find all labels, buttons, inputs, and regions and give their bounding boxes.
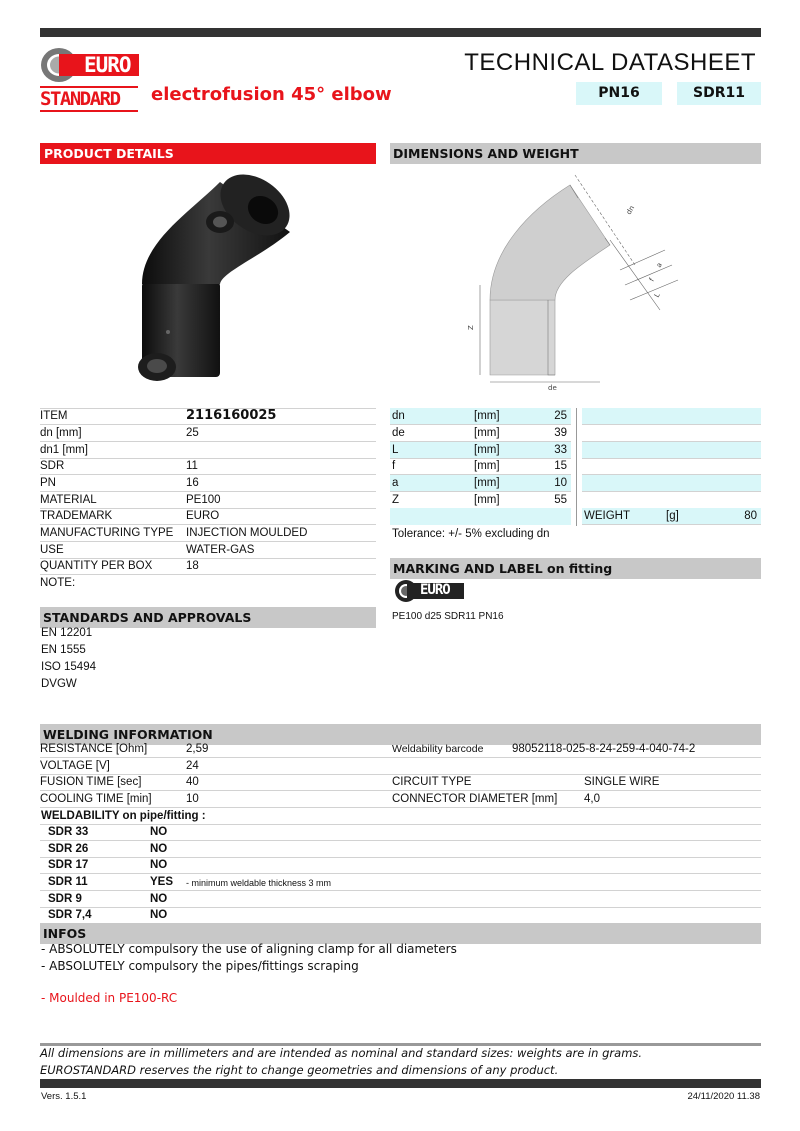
- weight-row: [582, 508, 761, 525]
- technical-drawing: [460, 170, 690, 395]
- badge-sdr: SDR11: [677, 82, 761, 105]
- table-row: SDR 11 YES - minimum weldable thickness 3 mm: [40, 874, 761, 891]
- page-title: TECHNICAL DATASHEET: [464, 49, 756, 76]
- table-row: [582, 408, 761, 425]
- section-dimensions-weight: DIMENSIONS AND WEIGHT: [390, 143, 761, 164]
- section-infos: INFOS: [40, 923, 761, 944]
- table-row: [390, 508, 571, 525]
- label-de: de: [548, 384, 557, 392]
- table-row: SDR 7,4 NO: [48, 909, 168, 921]
- table-row: de [mm] 39: [390, 425, 571, 442]
- label-a: a: [654, 261, 664, 269]
- date-label: 24/11/2020 11.38: [687, 1091, 760, 1102]
- table-row: [582, 425, 761, 442]
- weight-label: WEIGHT: [584, 509, 630, 522]
- infos-list: [41, 941, 457, 975]
- marking-logo-text: EURO: [420, 582, 450, 598]
- list-item: ISO 15494: [41, 661, 96, 673]
- table-row: PN 16: [40, 475, 376, 492]
- label-dn: dn: [624, 204, 637, 216]
- table-row: L [mm] 33: [390, 442, 571, 459]
- table-row: [582, 458, 761, 475]
- label-f: f: [647, 276, 656, 283]
- top-bar: [40, 28, 761, 37]
- section-product-details: PRODUCT DETAILS: [40, 143, 376, 164]
- label-l: L: [652, 291, 662, 299]
- section-welding: WELDING INFORMATION: [40, 724, 761, 745]
- table-row: a [mm] 10: [390, 475, 571, 492]
- table-row: SDR 17 NO: [40, 857, 761, 874]
- table-row: MATERIAL PE100: [40, 492, 376, 509]
- table-row: RESISTANCE [Ohm] 2,59 Weldability barcode 98052118-025-8-24-259-4-040-74-2: [40, 741, 761, 758]
- table-row: [582, 492, 761, 509]
- footer-note-1: All dimensions are in millimeters and are intended as nominal and standard sizes: weights are in grams.: [40, 1046, 643, 1060]
- table-row: f [mm] 15: [390, 458, 571, 475]
- footer-note-2: EUROSTANDARD reserves the right to change geometries and dimensions of any product.: [40, 1063, 559, 1077]
- table-row: SDR 11: [40, 458, 376, 475]
- marking-logo: [394, 578, 466, 604]
- list-item: - ABSOLUTELY compulsory the use of aligning clamp for all diameters: [41, 942, 457, 956]
- table-row: dn1 [mm]: [40, 442, 376, 459]
- list-item: EN 1555: [41, 644, 86, 656]
- table-row: SDR 26 NO: [40, 841, 761, 858]
- weight-value: 80: [744, 509, 757, 522]
- table-row: USE WATER-GAS: [40, 542, 376, 559]
- section-standards: STANDARDS AND APPROVALS: [40, 607, 376, 628]
- logo-standard-text: STANDARD: [40, 86, 138, 112]
- table-row: dn [mm] 25: [390, 408, 571, 425]
- table-row: SDR 33 NO: [40, 824, 761, 841]
- table-row: COOLING TIME [min] 10 CONNECTOR DIAMETER [mm] 4,0: [40, 791, 761, 808]
- table-row: ITEM 2116160025: [40, 408, 376, 425]
- badge-pn: PN16: [576, 82, 662, 105]
- weldability-title: WELDABILITY on pipe/fitting :: [40, 808, 761, 825]
- elbow-drawing-icon: [460, 170, 690, 395]
- table-row: [582, 442, 761, 459]
- product-name: electrofusion 45° elbow: [151, 84, 392, 105]
- label-z: Z: [467, 325, 475, 330]
- table-row: Z [mm] 55: [390, 492, 571, 509]
- table-row: NOTE:: [40, 577, 76, 590]
- table-row: TRADEMARK EURO: [40, 508, 376, 525]
- logo-euro-text: EURO: [84, 53, 131, 77]
- elbow-photo-icon: [130, 172, 300, 392]
- bottom-bar: [40, 1079, 761, 1088]
- product-photo: [130, 172, 300, 392]
- table-row: MANUFACTURING TYPE INJECTION MOULDED: [40, 525, 376, 542]
- table-row: SDR 9 NO: [40, 891, 761, 908]
- table-row: [582, 475, 761, 492]
- table-row: QUANTITY PER BOX 18: [40, 558, 376, 575]
- version-label: Vers. 1.5.1: [41, 1091, 87, 1102]
- list-item: DVGW: [41, 678, 77, 690]
- eurostandard-logo: [40, 46, 140, 112]
- marking-text: PE100 d25 SDR11 PN16: [392, 611, 504, 622]
- infos-red-note: - Moulded in PE100-RC: [41, 991, 178, 1005]
- table-row: dn [mm] 25: [40, 425, 376, 442]
- table-row: VOLTAGE [V] 24: [40, 758, 761, 775]
- tolerance-note: Tolerance: +/- 5% excluding dn: [392, 528, 550, 540]
- weight-unit: [g]: [666, 509, 679, 522]
- section-marking: MARKING AND LABEL on fitting: [390, 558, 761, 579]
- list-item: EN 12201: [41, 627, 93, 639]
- list-item: - ABSOLUTELY compulsory the pipes/fittings scraping: [41, 959, 359, 973]
- standards-list: [41, 625, 96, 693]
- table-row: FUSION TIME [sec] 40 CIRCUIT TYPE SINGLE WIRE: [40, 774, 761, 791]
